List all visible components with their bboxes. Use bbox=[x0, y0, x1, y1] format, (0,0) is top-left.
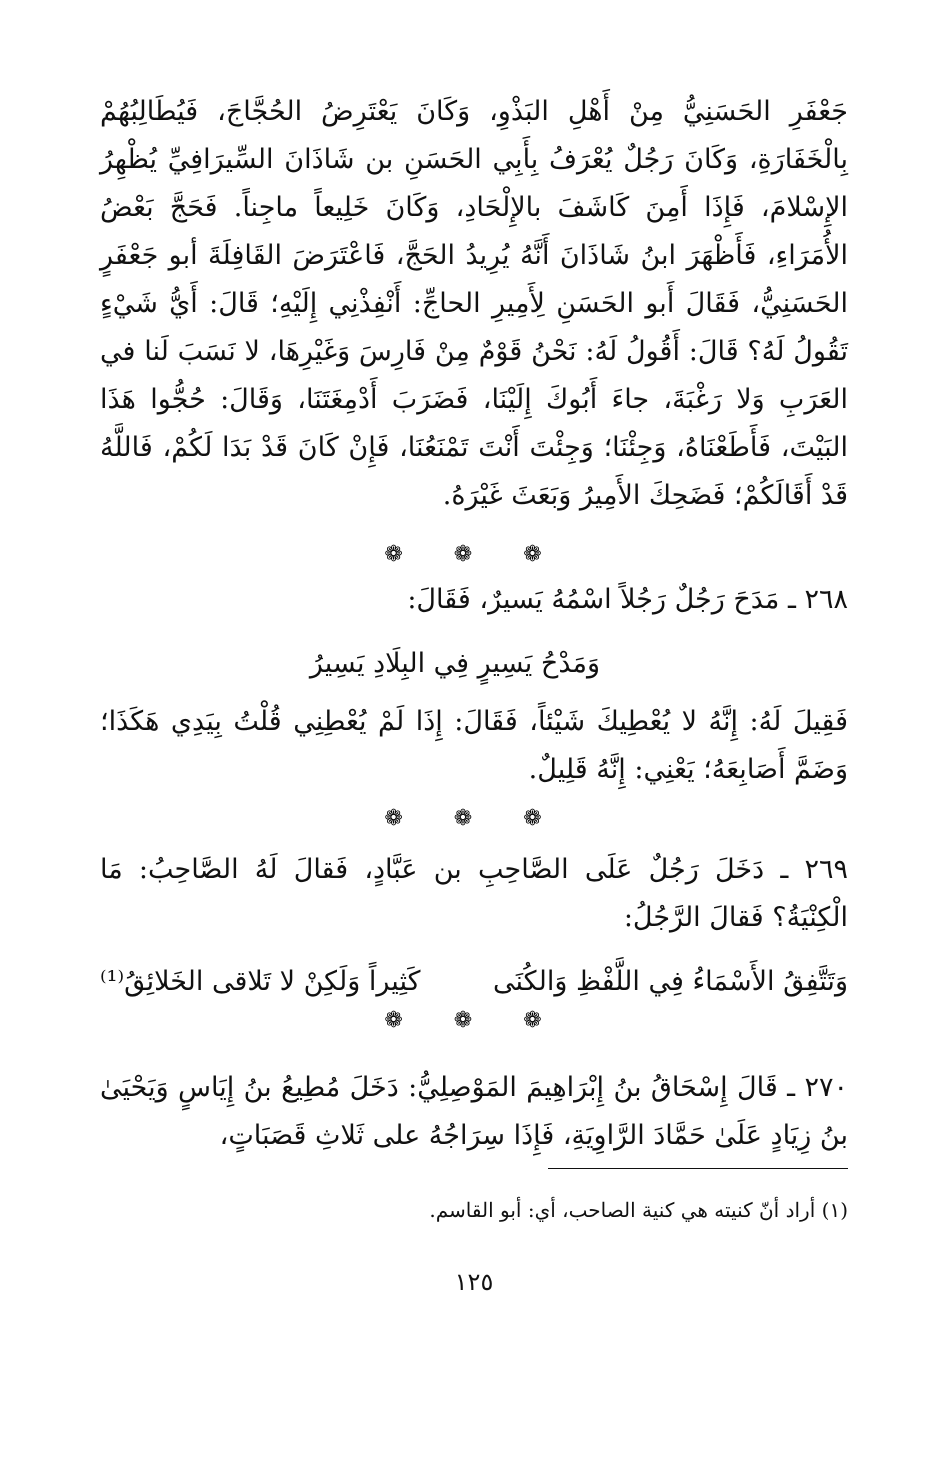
ornament-divider: ❁ ❁ ❁ bbox=[384, 806, 564, 831]
verse-second-hemistich: كَثِيراً وَلَكِنْ لا تَلاقى الخَلائِقُ⁽¹⁾ bbox=[100, 966, 421, 997]
book-page bbox=[100, 88, 848, 1398]
page-number: ١٢٥ bbox=[454, 1268, 494, 1296]
paragraph-269: ٢٦٩ ـ دَخَلَ رَجُلٌ عَلَى الصَّاحِبِ بن عَبَّادٍ، فَقالَ لَهُ الصَّاحِبُ: مَا الْكِنْيَةُ؟ فَقالَ الرَّجُلُ: bbox=[100, 854, 848, 933]
footnote: (١) أراد أنّ كنيته هي كنية الصاحب، أي: أبو القاسم. bbox=[429, 1198, 848, 1222]
paragraph-268-body: فَقِيلَ لَهُ: إِنَّهُ لا يُعْطِيكَ شَيْئاً، فَقَالَ: إِذَا لَمْ يُعْطِنِي قُلْتُ بِيَدِي هَكَذَا؛ وَضَمَّ أَصَابِعَهُ؛ يَعْنِي: إِنَّهُ قَلِيلٌ. bbox=[100, 706, 848, 785]
paragraph-268-heading: ٢٦٨ ـ مَدَحَ رَجُلٌ رَجُلاً اسْمُهُ يَسيرٌ، فَقَالَ: bbox=[407, 584, 848, 615]
verse-couplet bbox=[100, 958, 848, 1006]
footnote-rule bbox=[548, 1168, 848, 1169]
verse-first-hemistich: وَتَتَّفِقُ الأَسْمَاءُ فِي اللَّفْظِ وَالكُنَى bbox=[493, 966, 848, 997]
ornament-divider: ❁ ❁ ❁ bbox=[384, 1008, 564, 1033]
paragraph-270: ٢٧٠ ـ قَالَ إِسْحَاقُ بنُ إِبْرَاهِيمَ المَوْصِلِيُّ: دَخَلَ مُطِيعُ بنُ إِيَاسٍ وَيَحْيَىٰ بنُ زِيَادٍ عَلَىٰ حَمَّادَ الرَّاوِيَةِ، فَإِذَا سِرَاجُهُ على ثَلاثِ قَصَبَاتٍ، bbox=[100, 1072, 848, 1151]
paragraph-continued-story: جَعْفَرِ الحَسَنِيُّ مِنْ أَهْلِ البَذْوِ، وَكَانَ يَعْتَرِضُ الحُجَّاجَ، فَيُطَالِبُهُمْ بِالْخَفَارَةِ، وَكَانَ رَجُلٌ يُعْرَفُ بِأَبِي الحَسَنِ بن شَاذَانَ السِّيرَافِيِّ يُظْهِرُ الإِسْلامَ، فَإِذَا أَمِنَ كَاشَفَ بالإِلْحَادِ، وَكَانَ خَلِيعاً ماجِناً. فَحَجَّ بَعْضُ الأُمَرَاءِ، فَأَظْهَرَ ابنُ شَاذَانَ أَنَّهُ يُرِيدُ الحَجَّ، فَاعْتَرَضَ القَافِلَةَ أبو جَعْفَرٍ الحَسَنِيُّ، فَقَالَ أَبو الحَسَنِ لِأَمِيرِ الحاجِّ: أَنْفِذْنِي إِلَيْهِ؛ قَالَ: أَيُّ شَيْءٍ تَقُولُ لَهُ؟ قَالَ: أَقُولُ لَهُ: نَحْنُ قَوْمٌ مِنْ فَارِسَ وَغَيْرِهَا، لا نَسَبَ لَنا في العَرَبِ وَلا رَغْبَةَ، جاءَ أَبُوكَ إِلَيْنَا، فَضَرَبَ أَدْمِغَتَنَا، وَقَالَ: حُجُّوا هَذَا البَيْتَ، فَأَطَعْنَاهُ، وَجِئْنَا؛ وَجِئْتَ أَنْتَ تَمْنَعُنَا، فَإِنْ كَانَ قَدْ بَدَا لَكُمْ، فَاللَّهُ قَدْ أَقَالَكُمْ؛ فَضَحِكَ الأَمِيرُ وَبَعَثَ غَيْرَهُ. bbox=[100, 96, 848, 511]
verse-line: وَمَدْحُ يَسِيرٍ فِي البِلَادِ يَسِيرُ bbox=[309, 648, 600, 679]
ornament-divider: ❁ ❁ ❁ bbox=[384, 542, 564, 567]
